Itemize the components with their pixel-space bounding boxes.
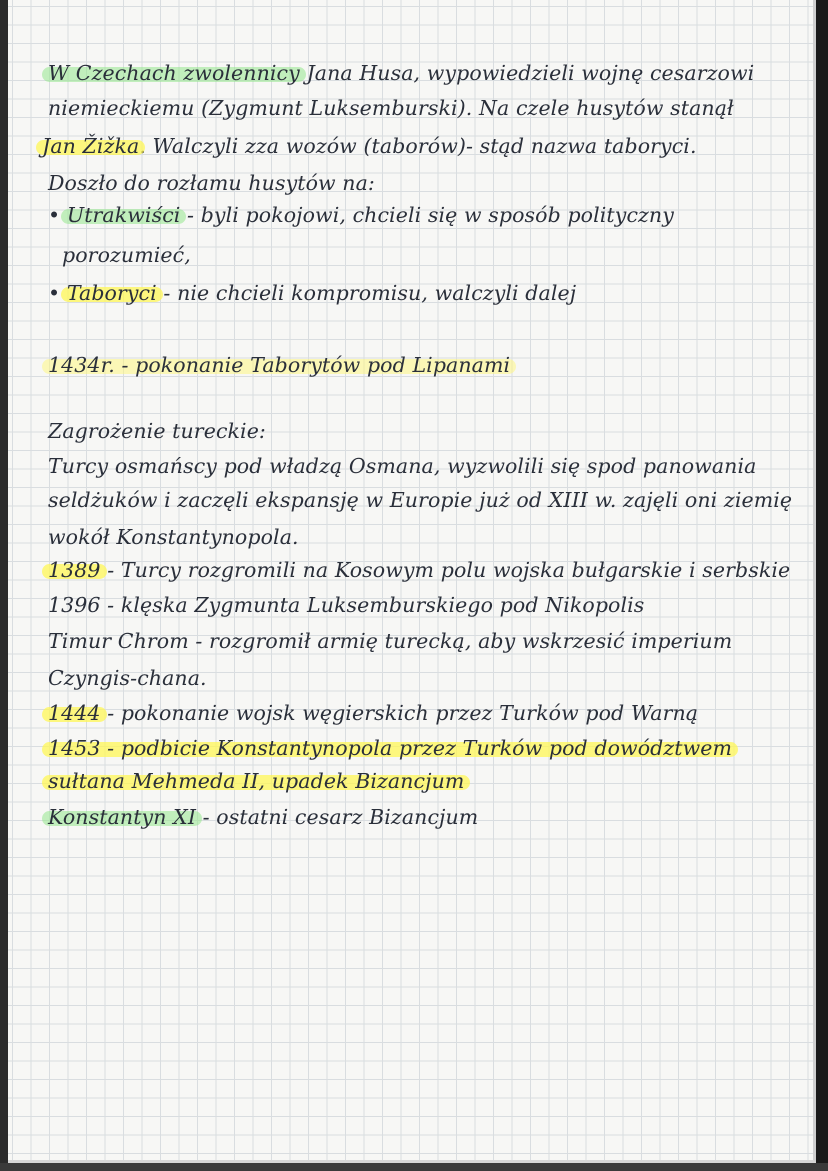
page-bottom-edge	[0, 1163, 828, 1171]
note-line-14: 1396 - klęska Zygmunta Luksemburskiego pod Nikopolis	[48, 593, 645, 617]
highlight-yellow: sułtana Mehmeda II, upadek Bizancjum	[48, 769, 465, 793]
note-line-18	[48, 733, 732, 763]
note-line-13: 1389 - Turcy rozgromili na Kosowym polu wojska bułgarskie i serbskie	[48, 558, 791, 582]
note-line-12: wokół Konstantynopola.	[48, 525, 299, 549]
note-line-3: Jan Žižka. Walczyli zza wozów (taborów)- stąd nazwa taboryci.	[42, 134, 697, 158]
note-line-16: Czyngis-chana.	[48, 666, 207, 690]
highlight-yellow: Taboryci	[66, 281, 157, 305]
note-line-4: Doszło do rozłamu husytów na:	[48, 171, 375, 195]
highlight-green: Utrakwiści	[66, 203, 181, 227]
note-line-10: Turcy osmańscy pod władzą Osmana, wyzwolili się spod panowania	[48, 454, 757, 478]
note-line-15: Timur Chrom - rozgromił armię turecką, aby wskrzesić imperium	[48, 629, 733, 653]
note-line-6: porozumieć,	[62, 243, 191, 267]
highlight-yellow: 1444	[48, 701, 101, 725]
note-line-1: W Czechach zwolennicy Jana Husa, wypowiedzieli wojnę cesarzowi	[48, 61, 755, 85]
note-line-8	[48, 350, 510, 380]
note-line-5: • Utrakwiści - byli pokojowi, chcieli się w sposób polityczny	[48, 203, 674, 227]
note-line-9: Zagrożenie tureckie:	[48, 419, 266, 443]
bullet-point: •	[48, 281, 67, 305]
note-line-2: niemieckiemu (Zygmunt Luksemburski). Na czele husytów stanął	[48, 96, 734, 120]
highlight-yellow: 1389	[48, 558, 101, 582]
highlight-green: Konstantyn XI	[48, 805, 197, 829]
bullet-point: •	[48, 203, 67, 227]
note-line-7: • Taboryci - nie chcieli kompromisu, walczyli dalej	[48, 281, 577, 305]
highlight-yellow: 1434r. - pokonanie Taborytów pod Lipanami	[48, 353, 511, 377]
highlight-yellow: Jan Žižka	[42, 134, 140, 158]
note-line-20: Konstantyn XI - ostatni cesarz Bizancjum	[48, 805, 479, 829]
note-line-19	[48, 766, 464, 796]
highlight-green: W Czechach zwolennicy	[48, 61, 300, 85]
note-line-17: 1444 - pokonanie wojsk węgierskich przez Turków pod Warną	[48, 701, 699, 725]
note-line-11: seldżuków i zaczęli ekspansję w Europie już od XIII w. zajęli oni ziemię	[48, 488, 793, 512]
page-left-edge	[0, 0, 8, 1171]
highlight-yellow: 1453 - podbicie Konstantynopola przez Turków pod dowództwem	[48, 736, 733, 760]
